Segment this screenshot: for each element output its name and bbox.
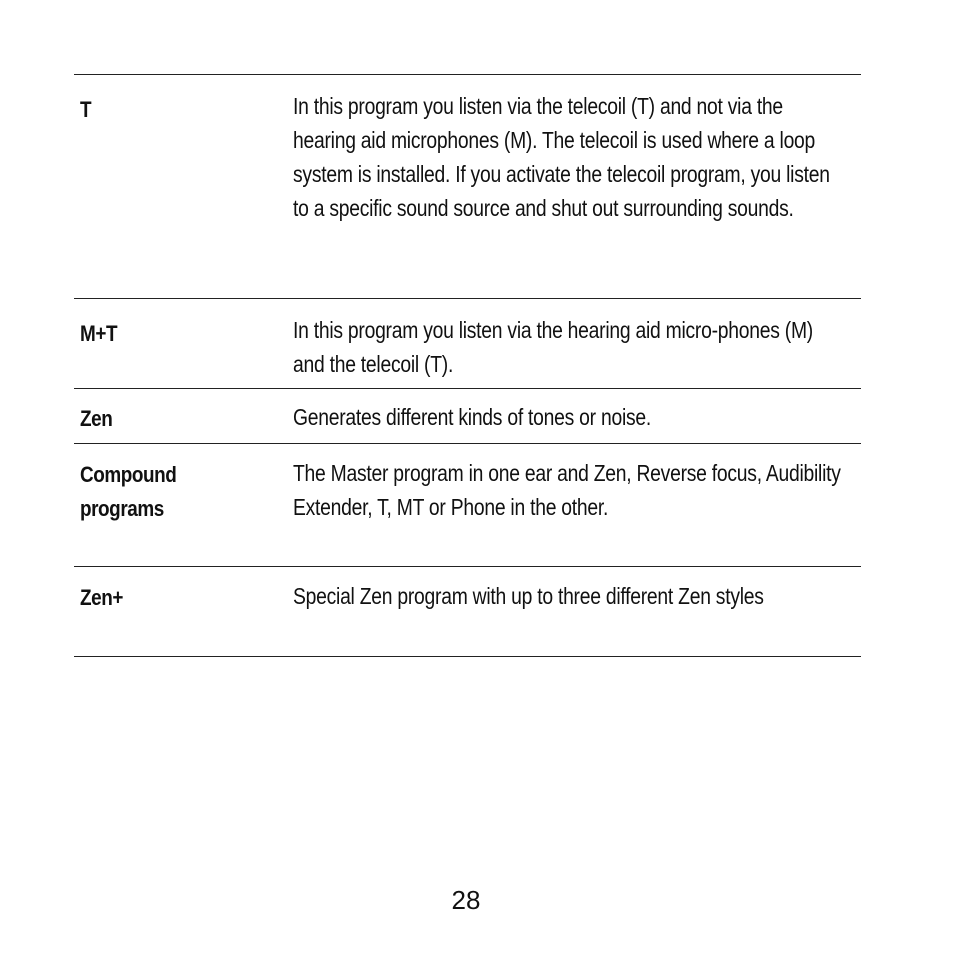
- page-number: 28: [451, 885, 481, 915]
- program-description: Generates different kinds of tones or noise.: [293, 404, 652, 430]
- program-name: Compound programs: [80, 462, 177, 521]
- table-row: [74, 567, 861, 657]
- program-description: Special Zen program with up to three different Zen styles: [293, 583, 764, 609]
- program-name: Zen+: [80, 585, 123, 610]
- program-description: The Master program in one ear and Zen, Reverse focus, Audibility Extender, T, MT or Phone in the other.: [293, 460, 841, 520]
- table-row: [74, 299, 861, 389]
- program-description: In this program you listen via the telecoil (T) and not via the hearing aid microphones (M). The telecoil is used where a loop system is installed. If you activate the telecoil program, you listen to a specific sound source and shut out surrounding sounds.: [293, 93, 830, 221]
- program-description: In this program you listen via the hearing aid micro-phones (M) and the telecoil (T).: [293, 317, 813, 377]
- program-name: M+T: [80, 321, 118, 346]
- program-name: Zen: [80, 406, 113, 431]
- program-table: [74, 74, 861, 657]
- table-row: [74, 444, 861, 567]
- table-row: [74, 75, 861, 299]
- program-name: T: [80, 97, 92, 122]
- table-row: [74, 389, 861, 444]
